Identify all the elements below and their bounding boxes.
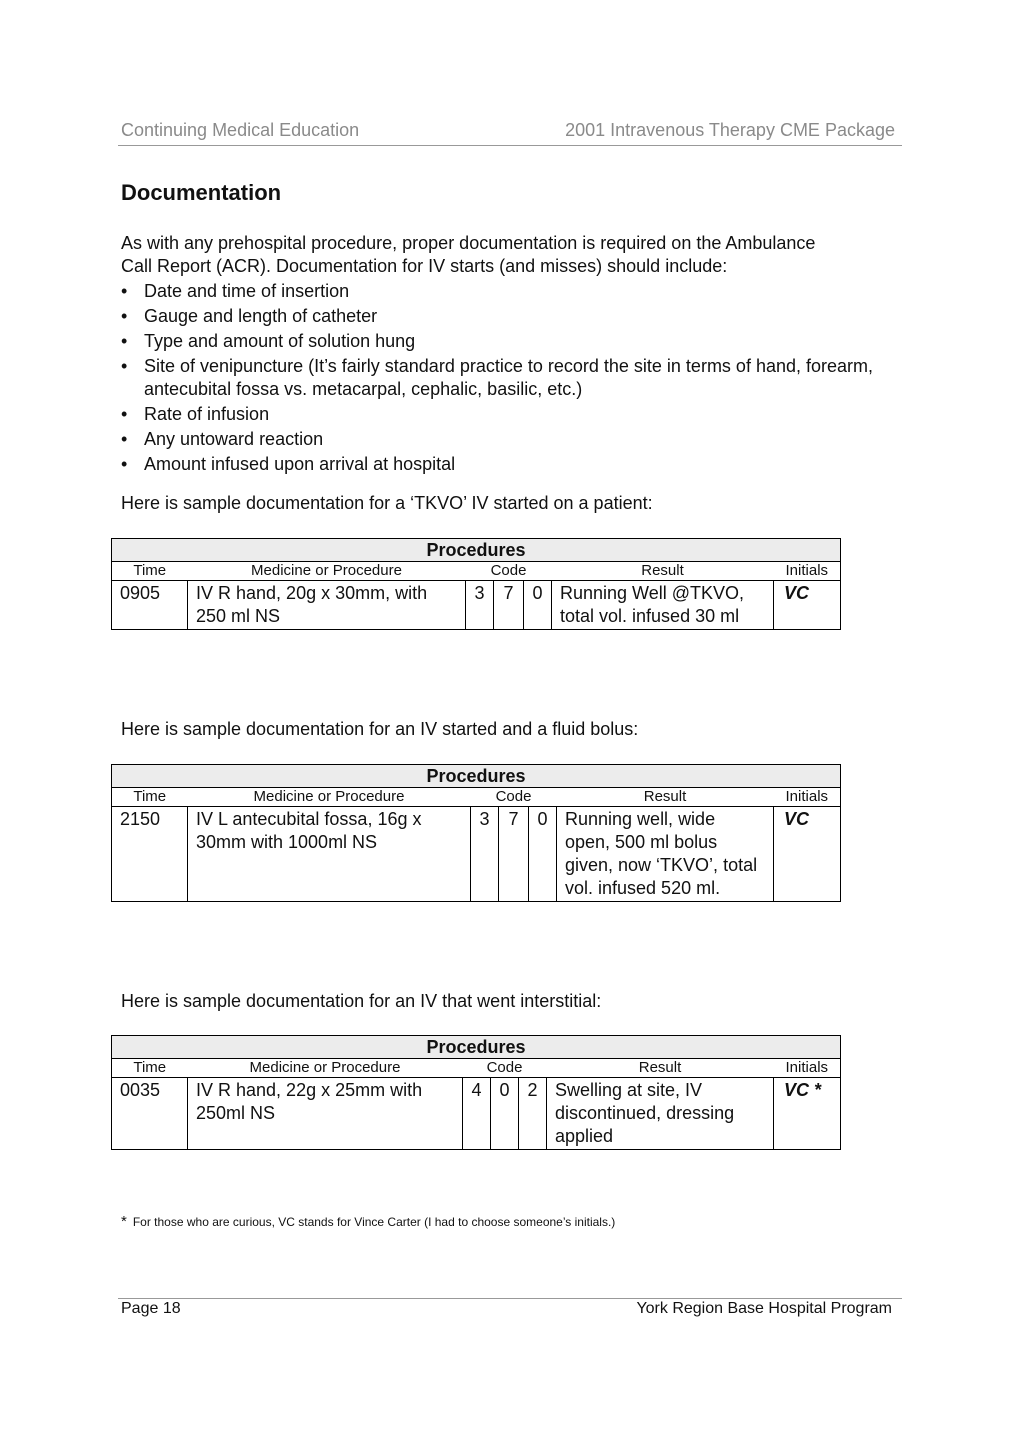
col-result-header: Result	[557, 788, 774, 807]
cell-code-digit: 0	[524, 581, 552, 630]
col-initials-header: Initials	[774, 1059, 841, 1078]
section-title: Documentation	[121, 180, 282, 205]
cell-code-digit: 7	[499, 807, 529, 902]
cell-code-digit: 0	[491, 1078, 519, 1150]
table-row	[112, 807, 841, 902]
cell-code-digit: 0	[529, 807, 557, 902]
col-initials-header: Initials	[774, 562, 841, 581]
footnote	[121, 1213, 615, 1230]
documentation-checklist	[121, 280, 901, 476]
cell-time: 2150	[112, 807, 188, 902]
sample-lead: Here is sample documentation for a ‘TKVO’ IV started on a patient:	[121, 493, 653, 513]
procedures-table	[111, 1035, 841, 1150]
list-item: • Site of venipuncture (It’s fairly standard practice to record the site in terms of hand, forearm, antecubital fossa vs. metacarpal, cephalic, basilic, etc.)	[121, 356, 874, 399]
cell-procedure: IV R hand, 20g x 30mm, with 250 ml NS	[188, 581, 466, 630]
list-item: • Type and amount of solution hung	[121, 331, 416, 351]
cell-result: Swelling at site, IV discontinued, dressing applied	[547, 1078, 774, 1150]
col-code-header: Code	[463, 1059, 547, 1078]
header-right: 2001 Intravenous Therapy CME Package	[565, 120, 895, 140]
list-item: • Date and time of insertion	[121, 281, 350, 301]
list-item: • Gauge and length of catheter	[121, 306, 378, 326]
col-code-header: Code	[466, 562, 552, 581]
col-time-header: Time	[112, 1059, 188, 1078]
col-result-header: Result	[552, 562, 774, 581]
list-item: • Any untoward reaction	[121, 429, 324, 449]
footnote-text: For those who are curious, VC stands for Vince Carter (I had to choose someone’s initials.)	[132, 1215, 616, 1229]
cell-initials: VC *	[774, 1078, 841, 1150]
col-result-header: Result	[547, 1059, 774, 1078]
sample-lead: Here is sample documentation for an IV that went interstitial:	[121, 991, 602, 1011]
cell-time: 0035	[112, 1078, 188, 1150]
cell-initials: VC	[774, 581, 841, 630]
cell-code-digit: 3	[466, 581, 494, 630]
header-divider	[118, 145, 902, 146]
intro-line-2: Call Report (ACR). Documentation for IV starts (and misses) should include:	[121, 256, 728, 276]
cell-code-digit: 7	[494, 581, 524, 630]
cell-procedure: IV L antecubital fossa, 16g x 30mm with 1000ml NS	[188, 807, 471, 902]
procedures-table	[111, 764, 841, 902]
cell-code-digit: 4	[463, 1078, 491, 1150]
footnote-marker: *	[121, 1213, 127, 1230]
procedures-table	[111, 538, 841, 630]
col-code-header: Code	[471, 788, 557, 807]
intro-section	[121, 232, 901, 476]
col-time-header: Time	[112, 788, 188, 807]
list-item: • Amount infused upon arrival at hospital	[121, 454, 456, 474]
col-procedure-header: Medicine or Procedure	[188, 788, 471, 807]
intro-line-1: As with any prehospital procedure, proper documentation is required on the Ambulance	[121, 233, 816, 253]
col-time-header: Time	[112, 562, 188, 581]
col-procedure-header: Medicine or Procedure	[188, 1059, 463, 1078]
cell-result: Running well, wide open, 500 ml bolus given, now ‘TKVO’, total vol. infused 520 ml.	[557, 807, 774, 902]
table-row	[112, 581, 841, 630]
cell-code-digit: 3	[471, 807, 499, 902]
table-row	[112, 1078, 841, 1150]
table-caption: Procedures	[112, 1036, 841, 1059]
table-caption: Procedures	[112, 765, 841, 788]
footer-right: York Region Base Hospital Program	[636, 1300, 892, 1317]
cell-result: Running Well @TKVO, total vol. infused 30 ml	[552, 581, 774, 630]
table-caption: Procedures	[112, 539, 841, 562]
col-initials-header: Initials	[774, 788, 841, 807]
cell-initials: VC	[774, 807, 841, 902]
sample-lead: Here is sample documentation for an IV started and a fluid bolus:	[121, 719, 639, 739]
list-item: • Rate of infusion	[121, 404, 270, 424]
page-number: Page 18	[121, 1300, 181, 1317]
header-left: Continuing Medical Education	[121, 120, 360, 140]
cell-code-digit: 2	[519, 1078, 547, 1150]
cell-procedure: IV R hand, 22g x 25mm with 250ml NS	[188, 1078, 463, 1150]
footer-divider	[118, 1298, 902, 1299]
col-procedure-header: Medicine or Procedure	[188, 562, 466, 581]
cell-time: 0905	[112, 581, 188, 630]
